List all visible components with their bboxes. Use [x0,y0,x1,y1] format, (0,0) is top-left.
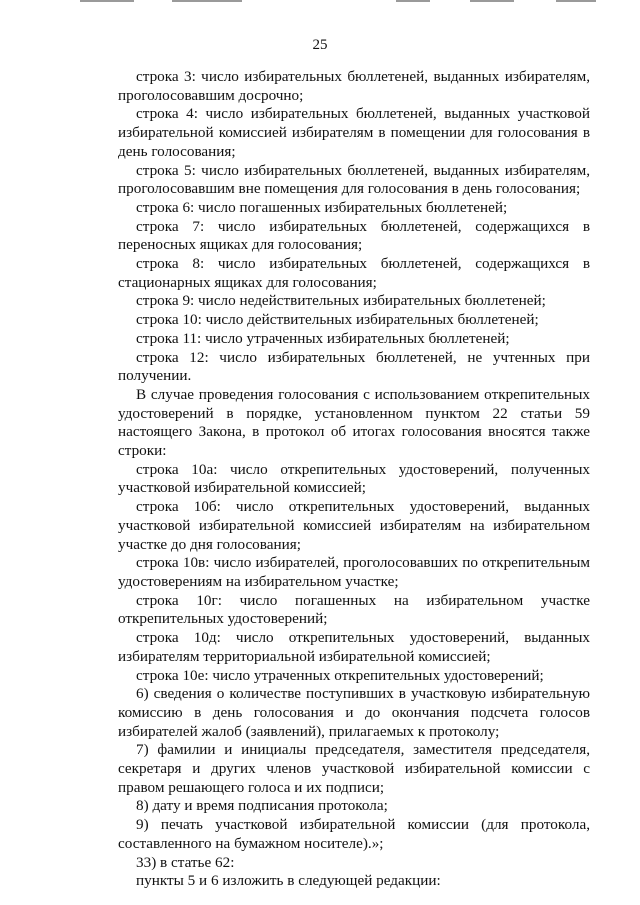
paragraph: строка 10г: число погашенных на избирательном участке открепительных удостоверений; [118,591,590,628]
paragraph: В случае проведения голосования с использованием открепительных удостоверений в порядке, установленном пунктом 22 статьи 59 настоящего Закона, в протокол об итогах голосования вносятся также строки: [118,385,590,460]
document-body [118,68,590,891]
scan-mark [80,0,134,2]
paragraph: строка 7: число избирательных бюллетеней, содержащихся в переносных ящиках для голосования; [118,217,590,254]
paragraph: строка 10б: число открепительных удостоверений, выданных участковой избирательной комиссией избирателям на избирательном участке до дня голосования; [118,498,590,553]
paragraph: строка 4: число избирательных бюллетеней, выданных участковой избирательной комиссией избирателям в помещении для голосования в день голосования; [118,105,590,160]
paragraph: строка 10: число действительных избирательных бюллетеней; [136,311,539,329]
paragraph: строка 10а: число открепительных удостоверений, полученных участковой избирательной комиссией; [118,460,590,497]
scan-mark [556,0,596,2]
scan-mark [396,0,430,2]
paragraph: строка 6: число погашенных избирательных бюллетеней; [136,198,508,216]
paragraph: строка 8: число избирательных бюллетеней, содержащихся в стационарных ящиках для голосования; [118,255,590,291]
paragraph: пункты 5 и 6 изложить в следующей редакции: [136,872,441,890]
paragraph: строка 10е: число утраченных открепительных удостоверений; [136,666,544,684]
paragraph: строка 12: число избирательных бюллетеней, не учтенных при получении. [118,348,590,385]
page-number: 25 [312,37,328,53]
paragraph: 9) печать участковой избирательной комиссии (для протокола, составленного на бумажном носителе).»; [118,816,590,852]
paragraph: 7) фамилии и инициалы председателя, заместителя председателя, секретаря и других членов участковой избирательной комиссии с правом решающего голоса и их подписи; [118,741,590,796]
paragraph: 6) сведения о количестве поступивших в участковую избирательную комиссию в день голосования и до окончания подсчета голосов избирателей жалоб (заявлений), прилагаемых к протоколу; [118,685,590,740]
paragraph: строка 10в: число избирателей, проголосовавших по открепительным удостоверениям на избирательном участке; [118,554,590,590]
paragraph: строка 9: число недействительных избирательных бюллетеней; [136,292,546,310]
scan-mark [470,0,514,2]
scan-mark [172,0,242,2]
paragraph: строка 11: число утраченных избирательных бюллетеней; [136,329,510,347]
paragraph: строка 3: число избирательных бюллетеней, выданных избирателям, проголосовавшим досрочно; [118,68,590,104]
paragraph: строка 5: число избирательных бюллетеней, выданных избирателям, проголосовавшим вне помещения для голосования в день голосования; [118,161,590,198]
scan-top-marks [0,0,640,6]
paragraph: 33) в статье 62: [136,853,235,871]
paragraph: строка 10д: число открепительных удостоверений, выданных избирателям территориальной избирательной комиссией; [118,629,590,665]
paragraph: 8) дату и время подписания протокола; [136,797,388,815]
